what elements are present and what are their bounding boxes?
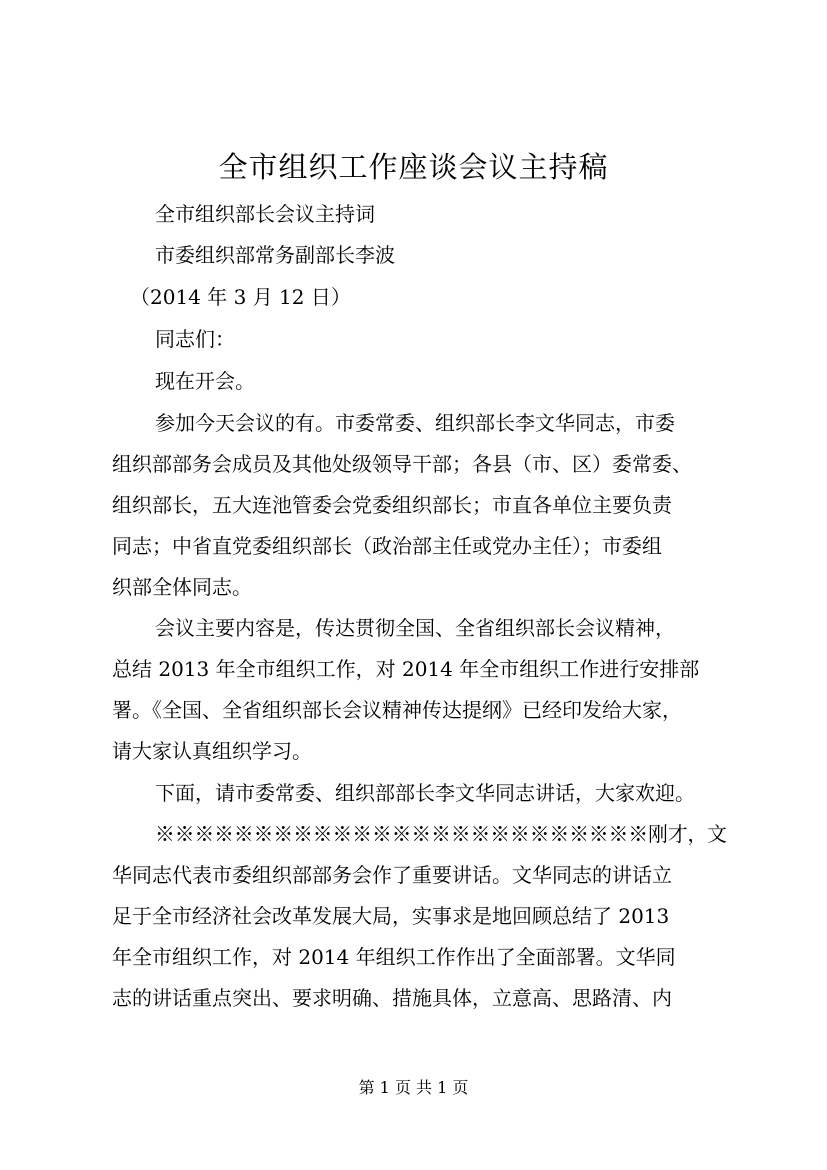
body-line [0, 855, 827, 895]
body-line [0, 444, 827, 484]
body-text-line: 志的讲话重点突出、要求明确、措施具体，立意高、思路清、内 [112, 986, 672, 1010]
body-line [0, 361, 827, 401]
host-script-title: 全市组织部长会议主持词 [155, 202, 375, 226]
body-line [0, 194, 827, 234]
body-text-line: 参加今天会议的有。市委常委、组织部长李文华同志，市委 [155, 411, 675, 435]
body-line [0, 937, 827, 977]
body-text-line: 署。《全国、全省组织部长会议精神传达提纲》已经印发给大家， [112, 698, 682, 722]
body-line [0, 319, 827, 359]
body-text-line: 总结 2013 年全市组织工作，对 2014 年全市组织工作进行安排部 [112, 657, 700, 681]
body-text-line: 下面，请市委常委、组织部部长李文华同志讲话，大家欢迎。 [155, 781, 695, 805]
speaker-line: 市委组织部常务副部长李波 [155, 243, 395, 267]
document-title: 全市组织工作座谈会议主持稿 [218, 150, 609, 184]
body-text-line: 同志；中省直党委组织部长（政治部主任或党办主任）；市委组 [112, 534, 662, 558]
body-text-line: 年全市组织工作，对 2014 年组织工作作出了全面部署。文华同 [112, 945, 676, 969]
body-line [0, 978, 827, 1018]
body-line [0, 277, 827, 317]
body-line [0, 485, 827, 525]
body-text-line: ※※※※※※※※※※※※※※※※※※※※※※※※※刚才，文 [155, 822, 727, 846]
body-text-line: 华同志代表市委组织部部务会作了重要讲话。文华同志的讲话立 [112, 863, 672, 887]
body-line [0, 649, 827, 689]
body-text-line: 组织部长，五大连池管委会党委组织部长；市直各单位主要负责 [112, 493, 672, 517]
body-text-line: 请大家认真组织学习。 [112, 739, 312, 763]
page-footer: 第 1 页 共 1 页 [358, 1078, 469, 1097]
body-line [0, 896, 827, 936]
body-text-line: 织部全体同志。 [112, 575, 252, 599]
date-line: （2014 年 3 月 12 日） [130, 285, 351, 309]
body-text-line: 现在开会。 [155, 369, 255, 393]
salutation-line: 同志们： [155, 327, 235, 351]
body-line [0, 608, 827, 648]
body-line [0, 773, 827, 813]
body-text-line: 足于全市经济社会改革发展大局，实事求是地回顾总结了 2013 [112, 904, 670, 928]
body-line [0, 235, 827, 275]
body-line [0, 690, 827, 730]
body-line [0, 814, 827, 854]
body-line [0, 403, 827, 443]
body-text-line: 组织部部务会成员及其他处级领导干部；各县（市、区）委常委、 [112, 452, 692, 476]
body-line [0, 567, 827, 607]
body-line [0, 731, 827, 771]
body-line [0, 526, 827, 566]
body-text-line: 会议主要内容是，传达贯彻全国、全省组织部长会议精神， [155, 616, 675, 640]
